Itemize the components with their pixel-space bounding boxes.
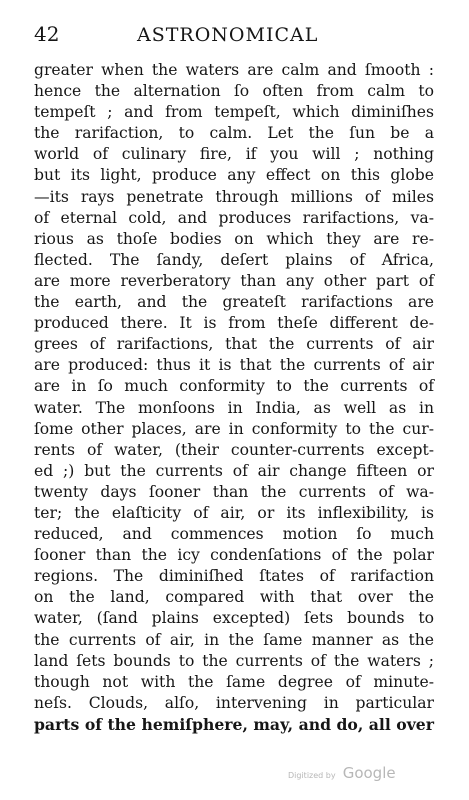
- text-line: the rarifaction, to calm. Let the ſun be a: [34, 124, 434, 143]
- text-line: rents of water, (their counter-currents except-: [34, 440, 434, 459]
- text-line: hence the alternation ſo often from calm to: [34, 82, 434, 101]
- text-line: are more reverberatory than any other part of: [34, 271, 434, 290]
- text-line: twenty days ſooner than the currents of wa-: [34, 482, 434, 501]
- text-line: parts of the hemiſphere, may, and do, all over: [34, 714, 434, 734]
- text-line: world of culinary fire, if you will ; nothing: [34, 145, 434, 164]
- text-line: but its light, produce any effect on this globe: [34, 166, 434, 185]
- text-line: on the land, compared with that over the: [34, 588, 434, 607]
- text-line: neſs. Clouds, alſo, intervening in particular: [34, 693, 434, 712]
- text-line: ſome other places, are in conformity to the cur-: [34, 419, 434, 438]
- page-header: [34, 20, 434, 44]
- digitized-watermark: [288, 763, 428, 783]
- text-line: regions. The diminiſhed ſtates of rarifaction: [34, 567, 434, 586]
- text-line: reduced, and commences motion ſo much: [34, 525, 434, 544]
- google-logo: Google: [342, 764, 396, 782]
- text-line: ſooner than the icy condenſations of the polar: [34, 546, 434, 565]
- text-line: ter; the elaſticity of air, or its inflexibility, is: [34, 503, 434, 522]
- text-line: are produced: thus it is that the currents of air: [34, 356, 434, 375]
- body-text: [34, 60, 434, 735]
- text-line: though not with the ſame degree of minute-: [34, 672, 434, 691]
- text-line: water. The monſoons in India, as well as in: [34, 398, 434, 417]
- text-line: of eternal cold, and produces rarifactions, va-: [34, 208, 434, 227]
- running-title: ASTRONOMICAL: [137, 24, 319, 46]
- text-line: tempeſt ; and from tempeſt, which diminiſhes: [34, 103, 434, 122]
- text-line: the earth, and the greateſt rarifactions are: [34, 293, 434, 312]
- page-number: 42: [34, 22, 60, 46]
- text-line: the currents of air, in the ſame manner as the: [34, 630, 434, 649]
- text-line: ed ;) but the currents of air change fifteen or: [34, 461, 434, 480]
- text-line: greater when the waters are calm and ſmooth :: [34, 61, 434, 79]
- text-line: grees of rarifactions, that the currents of air: [34, 335, 434, 354]
- digitized-label: Digitized by: [288, 771, 336, 780]
- text-line: land ſets bounds to the currents of the waters ;: [34, 651, 434, 670]
- text-line: rious as thoſe bodies on which they are re-: [34, 229, 434, 248]
- text-line: —its rays penetrate through millions of miles: [34, 187, 434, 206]
- text-line: water, (ſand plains excepted) ſets bounds to: [34, 609, 434, 628]
- text-line: produced there. It is from theſe different de-: [34, 314, 434, 333]
- text-line: flected. The ſandy, deſert plains of Africa,: [34, 250, 434, 269]
- text-line: are in ſo much conformity to the currents of: [34, 377, 434, 396]
